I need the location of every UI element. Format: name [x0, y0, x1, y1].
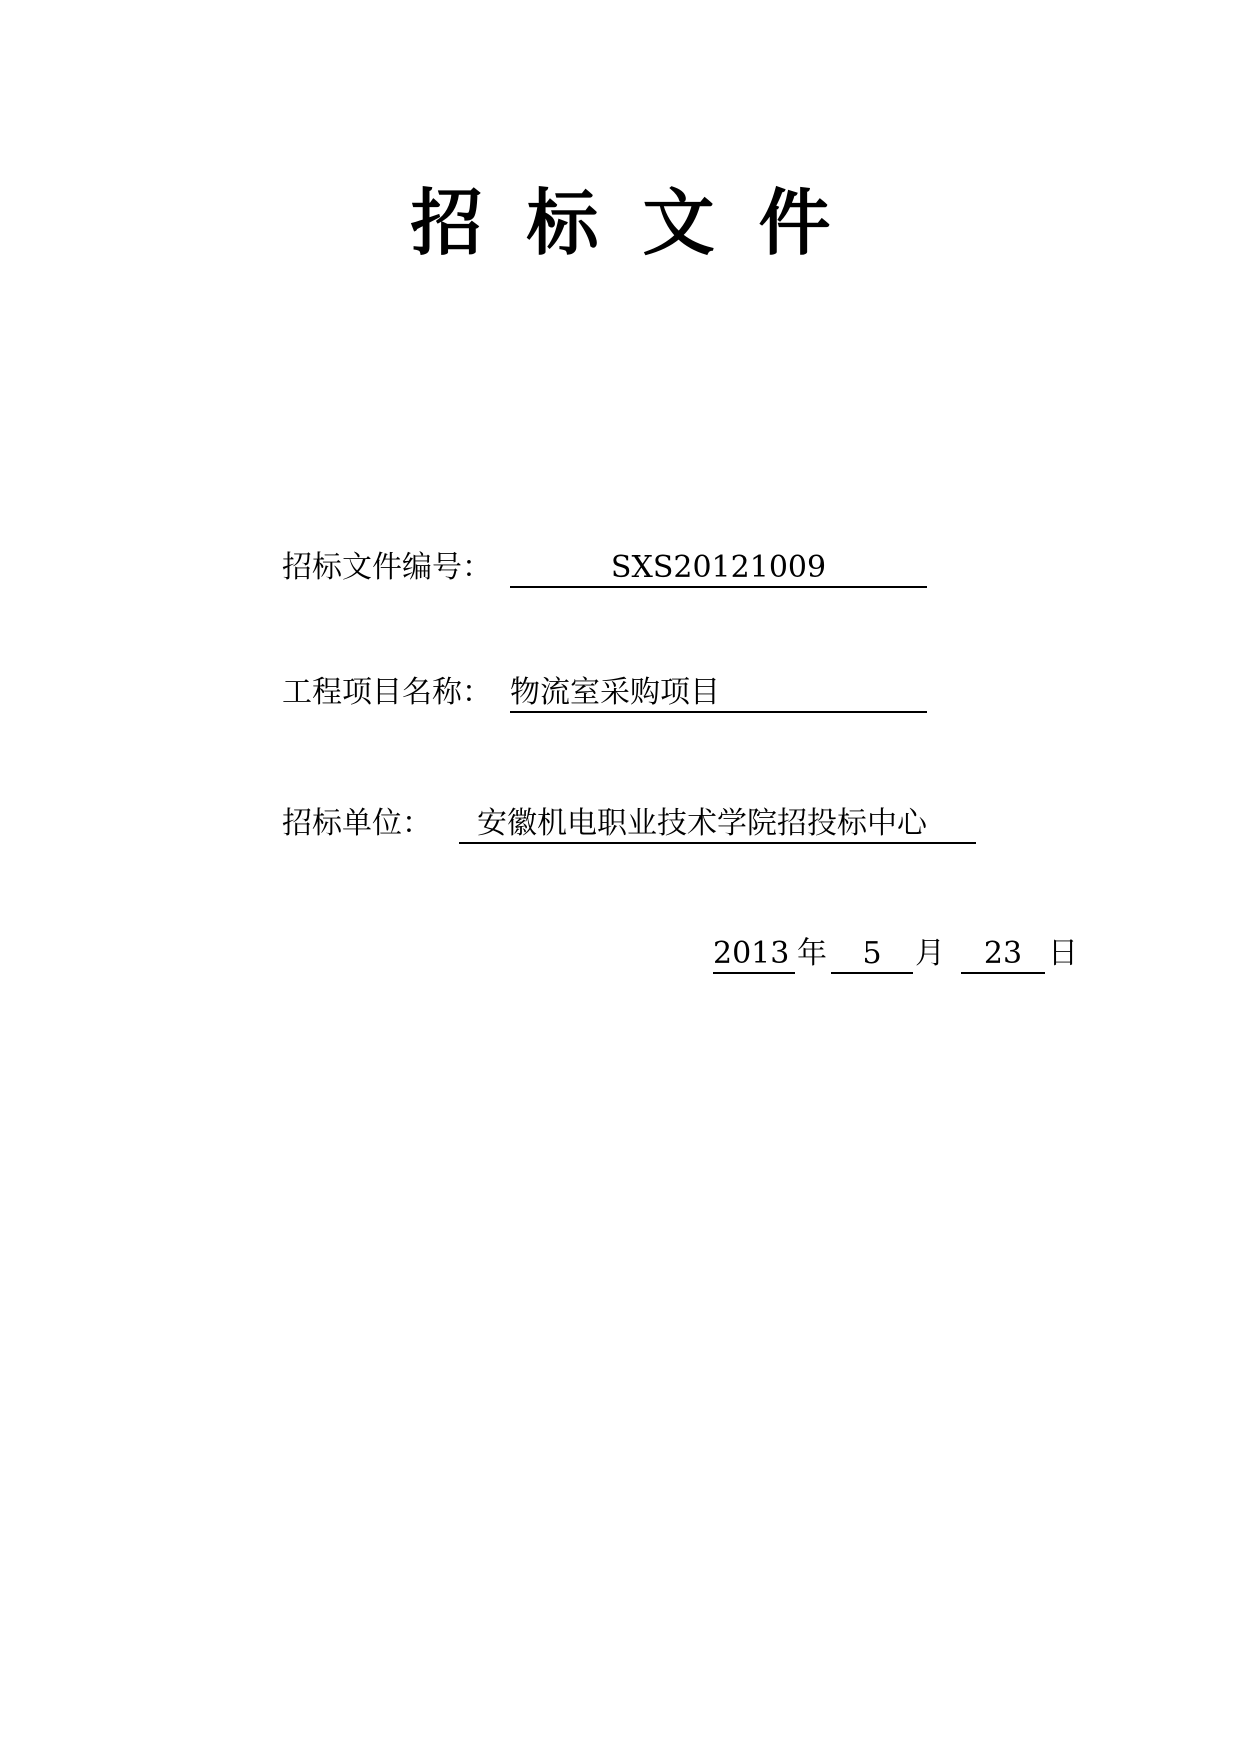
bid-number-row [282, 548, 827, 588]
document-title: 招标文件 [410, 181, 875, 265]
bid-number-label: 招标文件编号： [282, 550, 492, 585]
project-name-row [282, 673, 720, 713]
date-year: 2013 [713, 934, 795, 974]
date-day-label: 日 [1048, 936, 1078, 971]
project-name-label: 工程项目名称： [282, 675, 492, 710]
date-year-label: 年 [797, 936, 827, 971]
bidding-unit-label: 招标单位： [282, 806, 432, 841]
bidding-unit-row [282, 804, 927, 844]
bid-number-value: SXS20121009 [510, 548, 927, 588]
document-date [713, 934, 1093, 974]
date-month-label: 月 [915, 936, 945, 971]
bidding-unit-value: 安徽机电职业技术学院招投标中心 [459, 804, 976, 844]
date-month: 5 [831, 934, 913, 974]
date-day: 23 [961, 934, 1045, 974]
project-name-value: 物流室采购项目 [510, 673, 927, 713]
